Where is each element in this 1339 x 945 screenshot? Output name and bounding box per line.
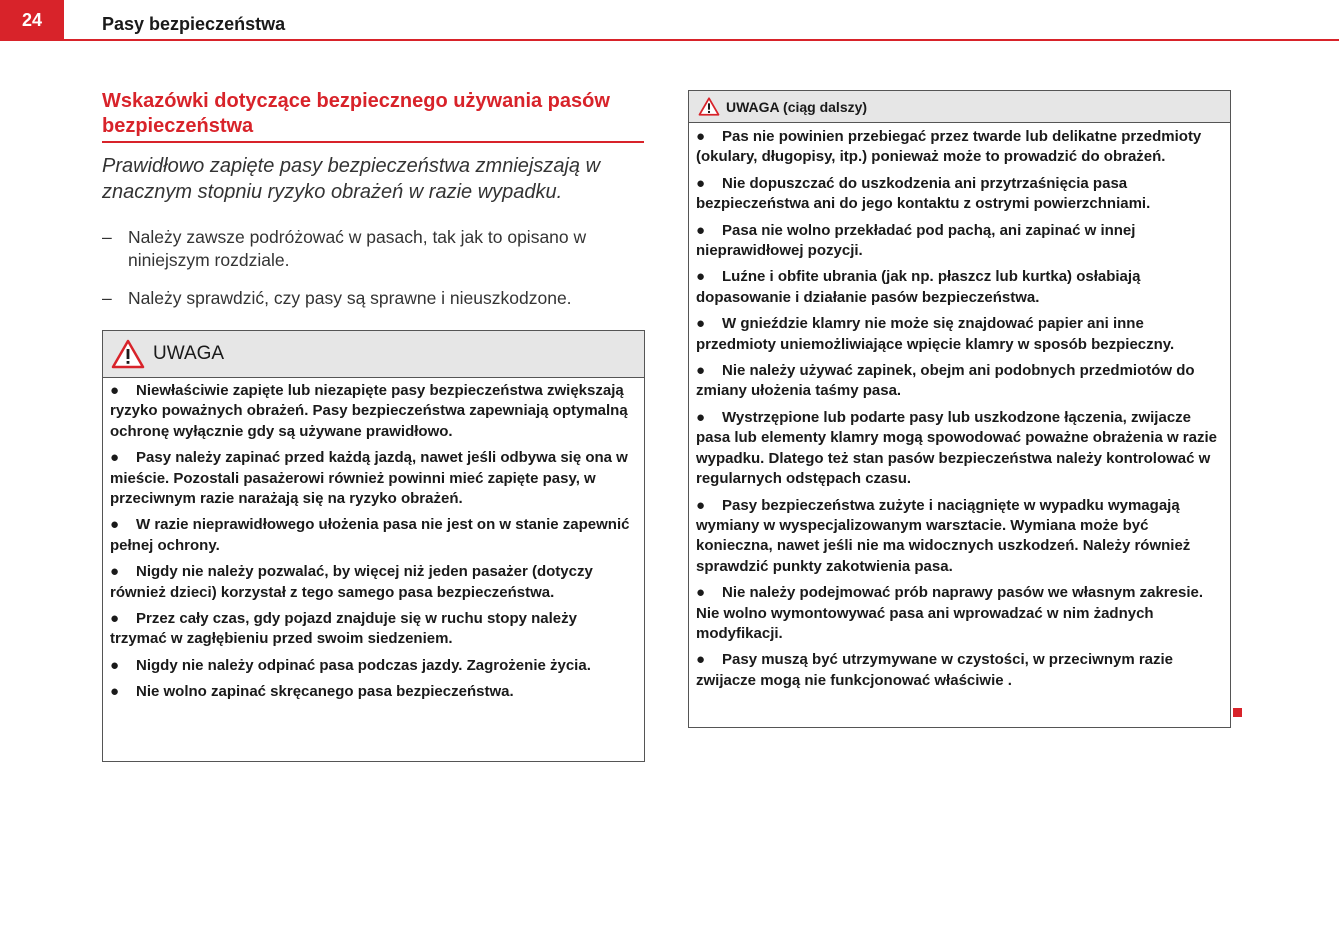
warning-text: Pasy bezpieczeństwa zużyte i naciągnięte w wypadku wymagają wymiany w wyspecjalizowanym warsztacie. Wymiana może być konieczna, nawet jeśli nie ma widocznych uszkodzeń. Należy również sprawdzić punkty zakotwienia pasa.: [696, 496, 1191, 575]
warning-triangle-icon: [111, 339, 145, 369]
warning-item: [110, 609, 634, 650]
instruction-list: [102, 226, 642, 325]
warning-text: Wystrzępione lub podarte pasy lub uszkodzone łączenia, zwijacze pasa lub elementy klamry mogą spowodować poważne obrażenia w razie wypadku. Dlatego też stan pasów bezpieczeństwa należy kontrolować w regularnych odstępach czasu.: [696, 408, 1217, 488]
warning-item: [110, 682, 634, 702]
bullet: ●: [696, 362, 706, 380]
header-rule: [0, 39, 1339, 41]
warning-list: [103, 378, 644, 703]
warning-item: [696, 221, 1224, 262]
bullet: ●: [110, 610, 120, 628]
lead-paragraph: Prawidłowo zapięte pasy bezpieczeństwa zmniejszają w znacznym stopniu ryzyko obrażeń w razie wypadku.: [102, 155, 601, 203]
warning-title: UWAGA: [153, 343, 225, 364]
warning-continued-header: [689, 91, 1230, 123]
warning-item: [110, 562, 634, 603]
warning-item: [110, 515, 634, 556]
section-heading: Wskazówki dotyczące bezpiecznego używania pasów bezpieczeństwa: [102, 89, 644, 143]
warning-text: Nie dopuszczać do uszkodzenia ani przytrzaśnięcia pasa bezpieczeństwa ani do jego kontaktu z ostrymi powierzchniami.: [696, 174, 1151, 213]
section-end-marker: [1233, 708, 1242, 717]
bullet: ●: [696, 408, 706, 426]
dash-marker: –: [102, 227, 112, 247]
bullet: ●: [696, 174, 706, 192]
warning-text: Przez cały czas, gdy pojazd znajduje się w ruchu stopy należy trzymać w zagłębieniu przed swoim siedzeniem.: [110, 610, 577, 648]
warning-text: Pasy należy zapinać przed każdą jazdą, nawet jeśli odbywa się ona w mieście. Pozostali pasażerowi również powinni mieć zapięte pasy, w przeciwnym razie narażają się na ryzyko obrażeń.: [110, 449, 628, 508]
warning-item: [696, 496, 1224, 578]
warning-text: W razie nieprawidłowego ułożenia pasa nie jest on w stanie zapewnić pełnej ochrony.: [110, 516, 630, 554]
instruction-item: [102, 287, 642, 310]
warning-item: [110, 448, 634, 509]
warning-text: Nigdy nie należy odpinać pasa podczas jazdy. Zagrożenie życia.: [136, 656, 591, 674]
page-title: Pasy bezpieczeństwa: [102, 14, 286, 34]
warning-text: W gnieździe klamry nie może się znajdować papier ani inne przedmioty uniemożliwiające wpięcie klamry w sposób bezpieczny.: [696, 315, 1175, 353]
warning-item: [696, 408, 1224, 490]
page-number: 24: [0, 0, 64, 41]
warning-item: [696, 267, 1224, 308]
instruction-text: Należy sprawdzić, czy pasy są sprawne i nieuszkodzone.: [128, 288, 572, 308]
dash-marker: –: [102, 288, 112, 308]
warning-box: [102, 330, 645, 762]
warning-item: [696, 314, 1224, 355]
warning-text: Pas nie powinien przebiegać przez twarde lub delikatne przedmioty (okulary, długopisy, itp.) ponieważ może to prowadzić do obrażeń.: [696, 128, 1202, 166]
warning-text: Nie wolno zapinać skręcanego pasa bezpieczeństwa.: [136, 683, 514, 701]
bullet: ●: [696, 128, 706, 145]
warning-text: Pasa nie wolno przekładać pod pachą, ani zapinać w innej nieprawidłowej pozycji.: [696, 221, 1136, 260]
instruction-text: Należy zawsze podróżować w pasach, tak jak to opisano w niniejszym rozdziale.: [128, 227, 587, 270]
bullet: ●: [110, 563, 120, 581]
warning-continued-list: [689, 123, 1230, 691]
bullet: ●: [696, 268, 706, 286]
warning-triangle-icon: [698, 97, 720, 116]
warning-header: [103, 331, 644, 378]
instruction-item: [102, 226, 642, 272]
warning-text: Nie należy podejmować prób naprawy pasów we własnym zakresie. Nie wolno wymontowywać pasa ani wprowadzać w nim żadnych modyfikacji.: [696, 584, 1204, 642]
bullet: ●: [696, 651, 706, 669]
warning-item: [110, 381, 634, 442]
warning-item: [110, 656, 634, 676]
bullet: ●: [696, 315, 706, 333]
bullet: ●: [696, 221, 706, 239]
warning-item: [696, 127, 1224, 168]
bullet: ●: [110, 449, 120, 467]
warning-text: Nigdy nie należy pozwalać, by więcej niż jeden pasażer (dotyczy również dzieci) korzystał z tego samego pasa bezpieczeństwa.: [110, 563, 593, 601]
warning-text: Luźne i obfite ubrania (jak np. płaszcz lub kurtka) osłabiają dopasowanie i działanie pasów bezpieczeństwa.: [696, 268, 1141, 306]
warning-text: Pasy muszą być utrzymywane w czystości, w przeciwnym razie zwijacze mogą nie funkcjonować właściwie .: [696, 651, 1174, 689]
warning-text: Nie należy używać zapinek, obejm ani podobnych przedmiotów do zmiany ułożenia taśmy pasa.: [696, 362, 1195, 400]
warning-text: Niewłaściwie zapięte lub niezapięte pasy bezpieczeństwa zwiększają ryzyko poważnych obrażeń. Pasy bezpieczeństwa zapewniają optymalną ochronę wyłącznie gdy są używane prawidłowo.: [110, 382, 628, 440]
bullet: ●: [110, 516, 120, 534]
bullet: ●: [110, 382, 120, 399]
bullet: ●: [696, 496, 706, 514]
warning-item: [696, 650, 1224, 691]
bullet: ●: [110, 656, 120, 674]
bullet: ●: [696, 584, 706, 602]
warning-continued-box: [688, 90, 1231, 728]
warning-item: [696, 361, 1224, 402]
warning-item: [696, 174, 1224, 215]
warning-item: [696, 583, 1224, 644]
bullet: ●: [110, 683, 120, 701]
warning-continued-title: UWAGA (ciąg dalszy): [726, 98, 868, 115]
